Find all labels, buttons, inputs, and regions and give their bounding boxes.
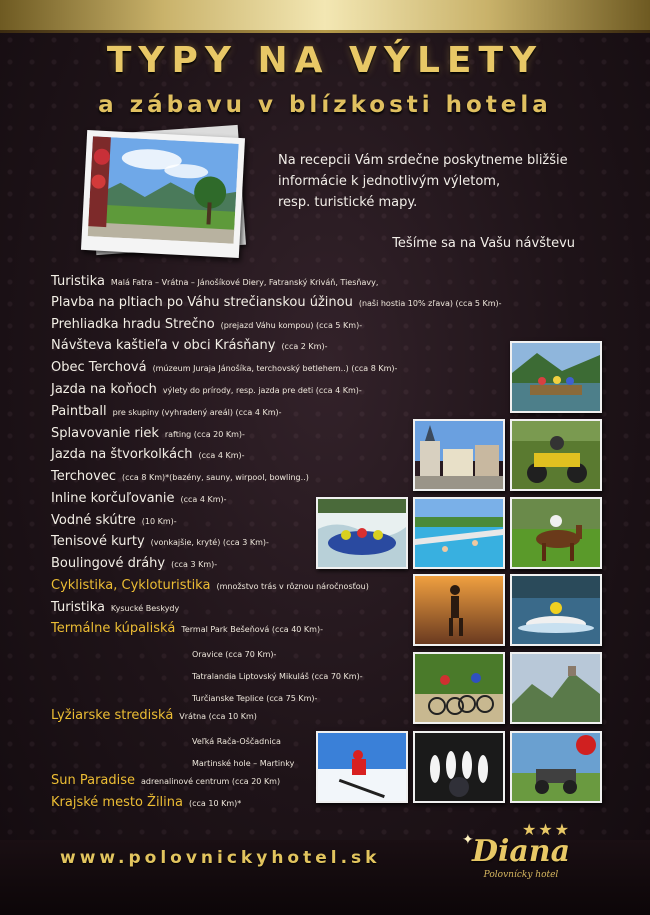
activity-detail: (cca 10 Km)*	[188, 799, 242, 808]
activity-item	[51, 443, 245, 462]
activity-name: Vodné skútre	[51, 513, 136, 528]
activity-name: Tenisové kurty	[51, 534, 145, 549]
activity-item	[51, 769, 280, 788]
activity-item	[192, 664, 363, 683]
atv-adventure-photo	[510, 731, 602, 803]
bowling-photo	[413, 731, 505, 803]
river-rafting-photo	[316, 497, 408, 569]
activity-item	[51, 378, 362, 397]
activity-detail: rafting (cca 20 Km)-	[164, 430, 245, 439]
activity-detail: adrenalinové centrum (cca 20 Km)	[141, 777, 281, 786]
activity-item	[51, 552, 217, 571]
activity-item	[51, 270, 378, 289]
activity-detail: Vrátna (cca 10 Km)	[179, 712, 257, 721]
hotel-logo	[456, 820, 586, 890]
welcome-text: Tešíme sa na Vašu návštevu	[392, 236, 575, 251]
activity-item	[192, 686, 317, 705]
activity-name: Prehliadka hradu Strečno	[51, 317, 215, 332]
page-subtitle: a zábavu v blízkosti hotela	[98, 92, 552, 118]
activity-detail: (naši hostia 10% zľava) (cca 5 Km)-	[358, 299, 502, 308]
activity-name: Paintball	[51, 404, 107, 419]
activity-detail: (cca 3 Km)-	[171, 560, 218, 569]
activity-item	[51, 400, 282, 419]
activity-name: Jazda na koňoch	[51, 382, 157, 397]
jet-ski-photo	[510, 574, 602, 646]
activity-detail: Martinské hole – Martinky	[192, 759, 295, 768]
activity-detail: Oravice (cca 70 Km)-	[192, 650, 277, 659]
activity-detail: Turčianske Teplice (cca 75 Km)-	[192, 694, 318, 703]
activity-item	[51, 465, 309, 484]
activity-name: Jazda na štvorkolkách	[51, 447, 193, 462]
swimming-pool-photo	[413, 497, 505, 569]
activity-name: Terchovec	[51, 469, 116, 484]
activity-item	[51, 356, 397, 375]
intro-line-2: informácie k jednotlivým výletom,	[278, 174, 501, 189]
horse-riding-photo	[510, 497, 602, 569]
activity-item	[51, 704, 257, 723]
activity-detail: (cca 8 Km)*(bazény, sauny, wirpool, bowling..)	[121, 473, 309, 482]
activity-name: Návšteva kaštieľa v obci Krásňany	[51, 338, 276, 353]
activity-detail: (cca 4 Km)-	[180, 495, 227, 504]
activity-item	[51, 530, 269, 549]
activity-item	[192, 751, 294, 770]
activity-item	[51, 509, 177, 528]
logo-tagline: Polovnícky hotel	[483, 870, 559, 880]
activity-detail: (cca 4 Km)-	[198, 451, 245, 460]
activity-detail: Malá Fatra – Vrátna – Jánošíkové Diery, Fatranský Kriváň, Tiesňavy,	[110, 278, 379, 287]
activity-item	[51, 487, 227, 506]
activity-name: Plavba na pltiach po Váhu strečianskou úžinou	[51, 295, 353, 310]
activity-detail: (prejazd Váhu kompou) (cca 5 Km)-	[220, 321, 363, 330]
activity-item	[192, 642, 276, 661]
website-link[interactable]: www.polovnickyhotel.sk	[60, 848, 381, 868]
top-gold-bar	[0, 0, 650, 30]
activity-item	[51, 291, 502, 310]
intro-text	[278, 150, 608, 213]
activity-detail: Tatralandia Liptovský Mikuláš (cca 70 Km)-	[192, 672, 363, 681]
page-title: TYPY NA VÝLETY	[106, 40, 544, 81]
rafting-boat-photo	[510, 341, 602, 413]
activity-detail: pre skupiny (vyhradený areál) (cca 4 Km)-	[112, 408, 282, 417]
activity-detail: (10 Km)-	[141, 517, 177, 526]
skiing-photo	[316, 731, 408, 803]
activity-name: Boulingové dráhy	[51, 556, 166, 571]
activity-detail: Veľká Rača-Oščadnica	[192, 737, 281, 746]
top-gold-line	[0, 30, 650, 33]
activity-detail: výlety do prírody, resp. jazda pre deti (cca 4 Km)-	[162, 386, 362, 395]
intro-line-3: resp. turistické mapy.	[278, 195, 418, 210]
activity-item	[51, 334, 327, 353]
activity-name: Cyklistika, Cykloturistika	[51, 578, 211, 593]
quad-bike-photo	[510, 419, 602, 491]
logo-name: Diana	[471, 834, 571, 869]
cycling-photo	[413, 652, 505, 724]
activity-item	[51, 574, 369, 593]
activity-name: Turistika	[51, 600, 105, 615]
activity-name: Sun Paradise	[51, 773, 136, 788]
activity-item	[192, 729, 281, 748]
activity-name: Krajské mesto Žilina	[51, 795, 183, 810]
intro-line-1: Na recepcii Vám srdečne poskytneme bližšie	[278, 153, 568, 168]
activity-name: Splavovanie riek	[51, 426, 159, 441]
town-square-photo	[413, 419, 505, 491]
activity-name: Termálne kúpaliská	[51, 621, 176, 636]
activity-name: Inline korčuľovanie	[51, 491, 175, 506]
activity-detail: (vonkajšie, kryté) (cca 3 Km)-	[150, 538, 269, 547]
sparkle-icon: ✦	[462, 832, 474, 848]
activity-name: Turistika	[51, 274, 105, 289]
activity-item	[51, 422, 245, 441]
activity-detail: Termal Park Bešeňová (cca 40 Km)-	[181, 625, 323, 634]
inline-skating-photo	[413, 574, 505, 646]
mountain-castle-photo	[510, 652, 602, 724]
activity-item	[51, 313, 362, 332]
activity-detail: (múzeum Juraja Jánošíka, terchovský betlehem..) (cca 8 Km)-	[152, 364, 398, 373]
activity-detail: (cca 2 Km)-	[281, 342, 328, 351]
activity-name: Lyžiarske strediská	[51, 708, 174, 723]
rating-stars: ★★★	[522, 820, 572, 839]
activity-item	[51, 791, 241, 810]
activity-item	[51, 596, 179, 615]
activity-detail: Kysucké Beskydy	[110, 604, 180, 613]
activity-detail: (množstvo trás v rôznou náročnosťou)	[216, 582, 369, 591]
activity-item	[51, 617, 323, 636]
activity-name: Obec Terchová	[51, 360, 147, 375]
